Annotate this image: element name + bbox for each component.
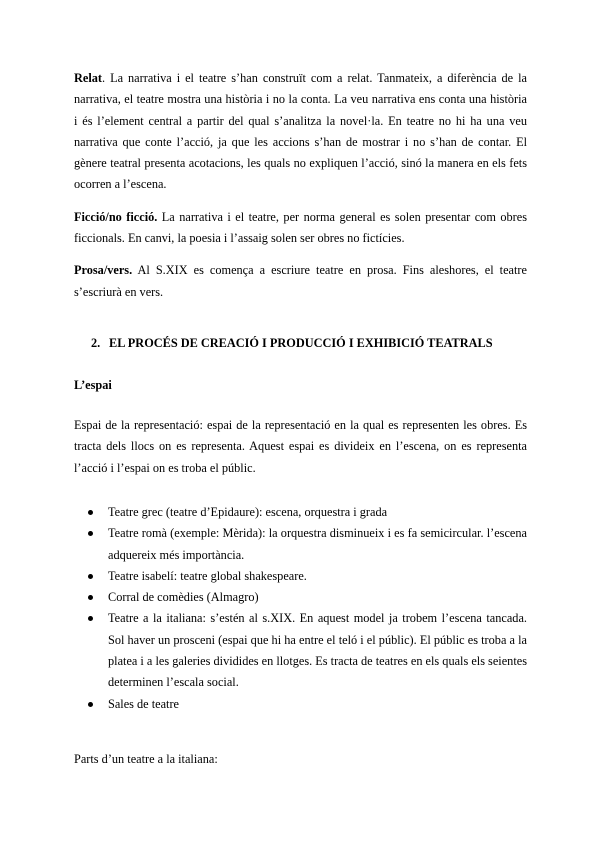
list-item-text: Teatre isabelí: teatre global shakespeare. [108,568,307,583]
list-item [88,523,527,566]
bullet-icon [88,616,93,621]
intro-paragraphs [74,68,527,303]
bullet-icon [88,702,93,707]
term-ficcio: Ficció/no ficció. [74,209,158,224]
bullet-icon [88,531,93,536]
list-item [88,608,527,693]
list-item-text: Sales de teatre [108,696,180,711]
parts-teatre-label: Parts d’un teatre a la italiana: [74,752,218,766]
list-item [88,587,527,608]
list-item [88,566,527,587]
section-title-text: EL PROCÉS DE CREACIÓ I PRODUCCIÓ I EXHIBICIÓ TEATRALS [109,336,493,350]
bullet-icon [88,595,93,600]
term-relat: Relat [74,71,102,85]
subheading-espai: L’espai [74,378,112,392]
espai-paragraph [74,415,527,479]
bullet-list [88,502,527,715]
list-item-text: Corral de comèdies (Almagro) [108,590,259,605]
section-heading [91,336,493,351]
section-number: 2. [91,336,101,350]
paragraph-text: Espai de la representació: espai de la representació en la qual es representen les obres. Es tracta dels llocs on es representa. Aquest espai es divideix en l’escena, on es representa l’acció i l’espai on es troba el públic. [74,418,527,475]
paragraph-text: La narrativa i el teatre, per norma general es solen presentar com obres ficcionals. En canvi, la poesia i l’assaig solen ser obres no fictícies. [74,209,527,246]
list-item [88,502,527,523]
list-item-text: Teatre romà (exemple: Mèrida): la orquestra disminueix i es fa semicircular. l’escena adquereix més importància. [108,526,527,562]
paragraph-text: Al S.XIX es comença a escriure teatre en prosa. Fins aleshores, el teatre s’escriurà en vers. [74,263,527,299]
list-item-text: Teatre grec (teatre d’Epidaure): escena, orquestra i grada [108,505,388,519]
bullet-icon [88,510,93,515]
paragraph-text: La narrativa i el teatre s’han construït com a relat. Tanmateix, a diferència de la narrativa, el teatre mostra una història i no la conta. La veu narrativa ens conta una història i és l’element central a partir del qual s’analitza la novel·la. En teatre no hi ha una veu narrativa que conte l’acció, ja que les accions s’han de mostrar i no s’han de contar. El gènere teatral presenta acotacions, les quals no expliquen l’acció, sinó la manera en els fets ocorren a l’escena. [74,71,527,192]
paragraph-ficcio [74,207,527,250]
bullet-icon [88,574,93,579]
paragraph-relat [74,68,527,196]
term-prosa: Prosa/vers. [74,263,133,278]
paragraph-prosa [74,260,527,303]
list-item-text: Teatre a la italiana: s’estén al s.XIX. En aquest model ja trobem l’escena tancada. Sol haver un prosceni (espai que hi ha entre el teló i el públic). El públic es troba a la platea i a les galeries dividides en llotges. Es tracta de teatres en els quals els seientes determinen l’escala social. [108,611,527,690]
sep: . [102,71,106,85]
list-item [88,694,527,715]
